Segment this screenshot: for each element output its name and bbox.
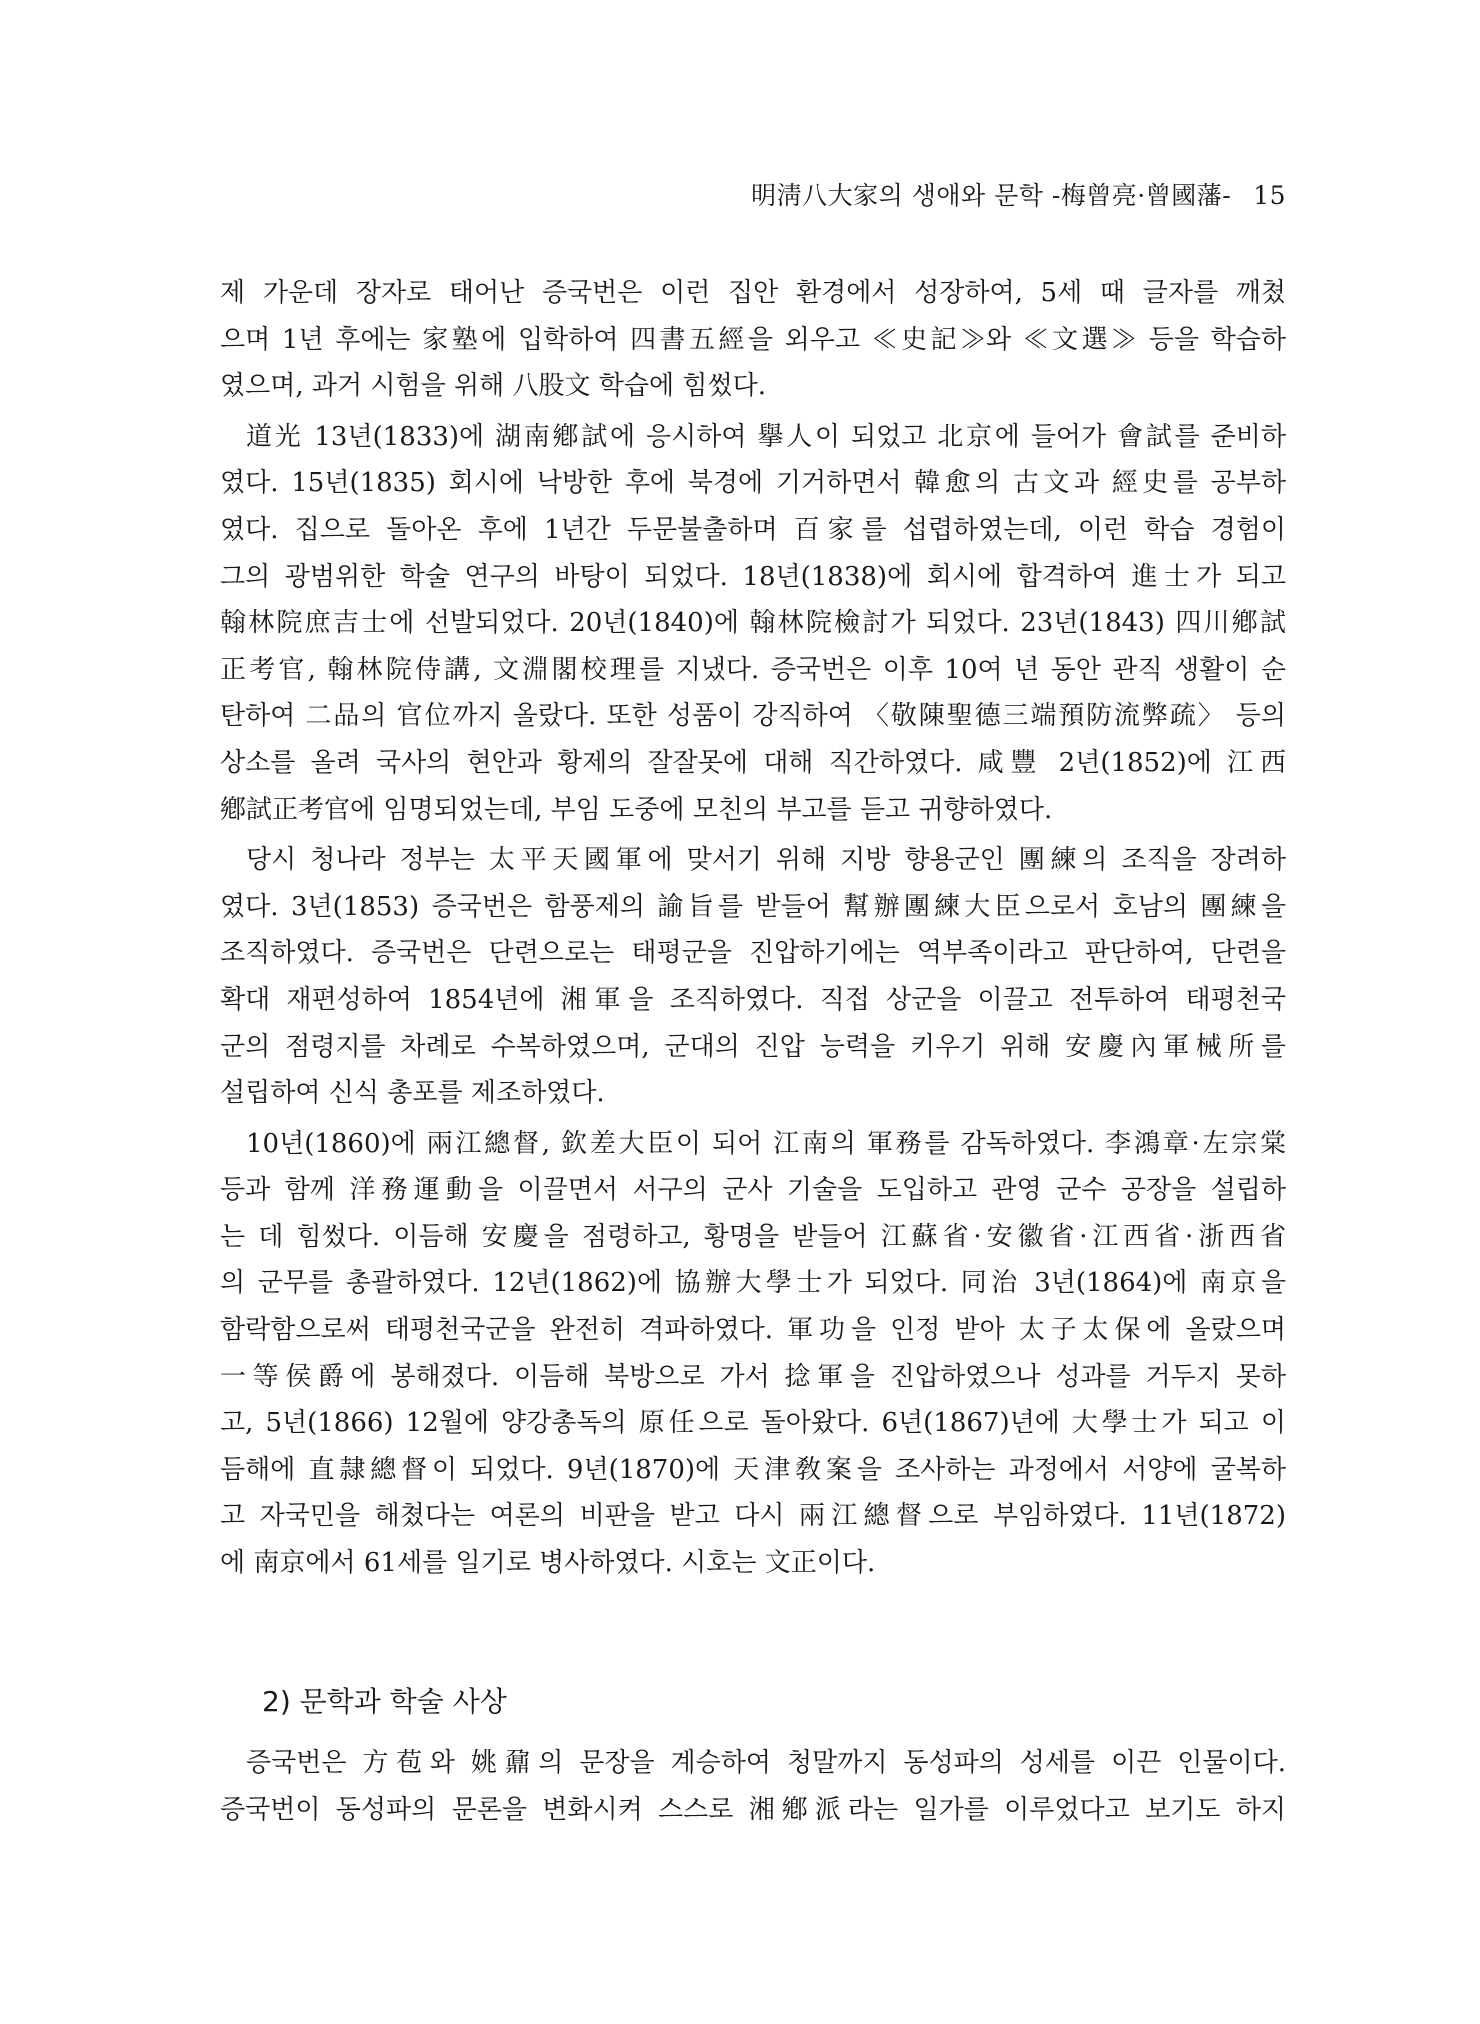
text-line: 함락함으로써 태평천국군을 완전히 격파하였다. 軍功을 인정 받아 太子太保에 올랐으며 [220, 1315, 1286, 1346]
text-line: 翰林院庶吉士에 선발되었다. 20년(1840)에 翰林院檢討가 되었다. 23년(1843) 四川鄕試 [220, 608, 1286, 639]
text-line: 一等侯爵에 봉해졌다. 이듬해 북방으로 가서 捻軍을 진압하였으나 성과를 거두지 못하 [220, 1361, 1286, 1392]
text-line: 탄하여 二品의 官位까지 올랐다. 또한 성품이 강직하여 〈敬陳聖德三端預防流弊疏〉 등의 [220, 701, 1286, 732]
text-line: 였으며, 과거 시험을 위해 八股文 학습에 힘썼다. [220, 371, 766, 402]
section-heading: 2) 문학과 학술 사상 [262, 1685, 507, 1718]
text-line: 듬해에 直隷總督이 되었다. 9년(1870)에 天津敎案을 조사하는 과정에서 서양에 굴복하 [220, 1454, 1286, 1485]
text-line: 상소를 올려 국사의 현안과 황제의 잘잘못에 대해 직간하였다. 咸豐 2년(1852)에 江西 [220, 747, 1286, 778]
text-line: 당시 청나라 정부는 太平天國軍에 맞서기 위해 지방 향용군인 團練의 조직을 장려하 [246, 845, 1286, 876]
text-line: 였다. 15년(1835) 회시에 낙방한 후에 북경에 기거하면서 韓愈의 古文과 經史를 공부하 [220, 468, 1286, 499]
paragraph-1 [220, 270, 1286, 410]
text-line: 등과 함께 洋務運動을 이끌면서 서구의 군사 기술을 도입하고 관영 군수 공장을 설립하 [220, 1175, 1286, 1206]
paragraph-3 [220, 837, 1286, 1117]
text-line: 확대 재편성하여 1854년에 湘軍을 조직하였다. 직접 상군을 이끌고 전투하여 태평천국 [220, 984, 1286, 1015]
text-line: 10년(1860)에 兩江總督, 欽差大臣이 되어 江南의 軍務를 감독하였다. 李鴻章·左宗棠 [246, 1128, 1286, 1159]
text-line: 였다. 3년(1853) 증국번은 함풍제의 諭旨를 받들어 幫辦團練大臣으로서 호남의 團練을 [220, 891, 1286, 922]
text-line: 제 가운데 장자로 태어난 증국번은 이런 집안 환경에서 성장하여, 5세 때 글자를 깨쳤 [220, 278, 1286, 308]
text-line: 鄕試正考官에 임명되었는데, 부임 도중에 모친의 부고를 듣고 귀향하였다. [220, 794, 1053, 825]
text-line: 증국번은 方苞와 姚鼐의 문장을 계승하여 청말까지 동성파의 성세를 이끈 인물이다. [246, 1748, 1286, 1778]
text-line: 에 南京에서 61세를 일기로 병사하였다. 시호는 文正이다. [220, 1548, 876, 1579]
page-number: 15 [1253, 181, 1286, 210]
text-line: 의 군무를 총괄하였다. 12년(1862)에 協辦大學士가 되었다. 同治 3년(1864)에 南京을 [220, 1268, 1286, 1299]
section-body-text [220, 1740, 1286, 1833]
text-line: 조직하였다. 증국번은 단련으로는 태평군을 진압하기에는 역부족이라고 판단하여, 단련을 [220, 938, 1286, 969]
text-line: 道光 13년(1833)에 湖南鄕試에 응시하여 擧人이 되었고 北京에 들어가 會試를 준비하 [246, 421, 1286, 452]
text-line: 군의 점령지를 차례로 수복하였으며, 군대의 진압 능력을 키우기 위해 安慶內軍械所를 [220, 1031, 1286, 1062]
text-line: 고, 5년(1866) 12월에 양강총독의 原任으로 돌아왔다. 6년(1867)년에 大學士가 되고 이 [220, 1408, 1286, 1439]
body-text [220, 270, 1286, 1591]
running-header [751, 176, 1286, 212]
text-line: 는 데 힘썼다. 이듬해 安慶을 점령하고, 황명을 받들어 江蘇省·安徽省·江西省·浙西省 [220, 1221, 1286, 1252]
text-line: 였다. 집으로 돌아온 후에 1년간 두문불출하며 百家를 섭렵하였는데, 이런 학습 경험이 [220, 514, 1286, 545]
text-line: 설립하여 신식 총포를 제조하였다. [220, 1078, 605, 1109]
paragraph-4 [220, 1121, 1286, 1587]
paragraph-2 [220, 414, 1286, 833]
text-line: 그의 광범위한 학술 연구의 바탕이 되었다. 18년(1838)에 회시에 합격하여 進士가 되고 [220, 561, 1286, 592]
text-line: 증국번이 동성파의 문론을 변화시켜 스스로 湘鄕派라는 일가를 이루었다고 보기도 하지 [220, 1794, 1286, 1825]
text-line: 正考官, 翰林院侍講, 文淵閣校理를 지냈다. 증국번은 이후 10여 년 동안 관직 생활이 순 [220, 654, 1286, 685]
running-title: 明淸八大家의 생애와 문학 -梅曾亮·曾國藩- [751, 181, 1232, 210]
text-line: 으며 1년 후에는 家塾에 입학하여 四書五經을 외우고 ≪史記≫와 ≪文選≫ 등을 학습하 [220, 324, 1286, 355]
text-line: 고 자국민을 해쳤다는 여론의 비판을 받고 다시 兩江總督으로 부임하였다. 11년(1872) [220, 1501, 1286, 1532]
